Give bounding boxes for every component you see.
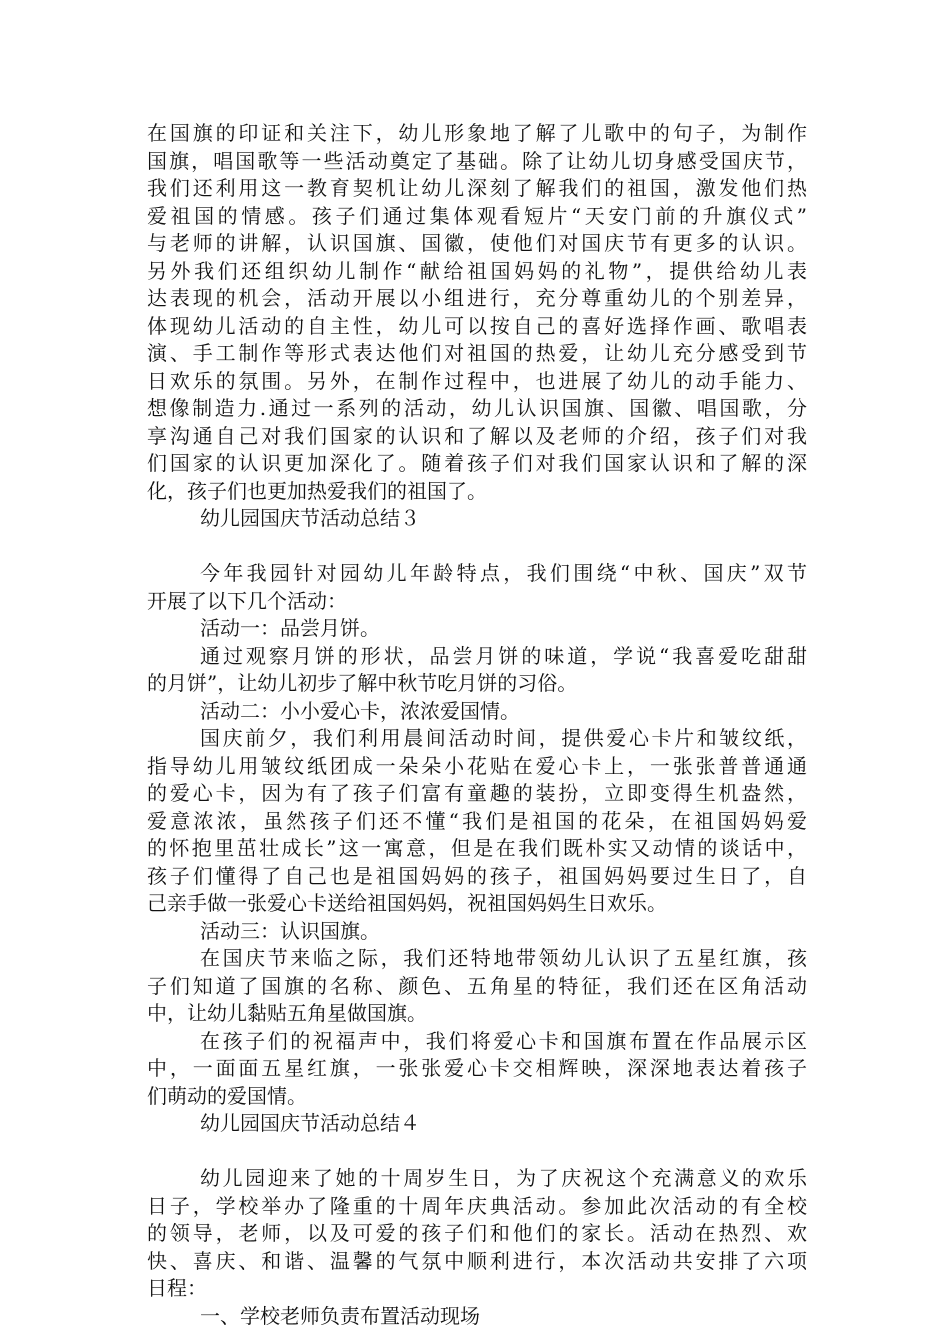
text-line: 今年我园针对园幼儿年龄特点，我们围绕“中秋、国庆”双节 <box>200 561 807 585</box>
text-line: 的怀抱里茁壮成长”这一寓意，但是在我们既朴实又动情的谈话中， <box>147 836 807 860</box>
text-line: 中，让幼儿黏贴五角星做国旗。 <box>147 1001 427 1025</box>
text-line: 我们还利用这一教育契机让幼儿深刻了解我们的祖国，激发他们热 <box>147 176 807 200</box>
text-line: 幼儿园迎来了她的十周岁生日，为了庆祝这个充满意义的欢乐 <box>200 1166 807 1190</box>
text-line: 在国庆节来临之际，我们还特地带领幼儿认识了五星红旗，孩 <box>200 946 807 970</box>
text-line: 一、学校老师负责布置活动现场 <box>200 1303 480 1328</box>
text-line: 演、手工制作等形式表达他们对祖国的热爱，让幼儿充分感受到节 <box>147 341 807 365</box>
text-line: 们国家的认识更加深化了。随着孩子们对我们国家认识和了解的深 <box>147 451 807 475</box>
text-line: 爱意浓浓，虽然孩子们还不懂“我们是祖国的花朵，在祖国妈妈爱 <box>147 808 807 833</box>
text-line: 享沟通自己对我们国家的认识和了解以及老师的介绍，孩子们对我 <box>147 423 807 448</box>
text-line: 另外我们还组织幼儿制作“献给祖国妈妈的礼物”，提供给幼儿表 <box>147 258 807 283</box>
text-line: 活动二：小小爱心卡，浓浓爱国情。 <box>200 698 520 723</box>
text-line: 通过观察月饼的形状，品尝月饼的味道，学说“我喜爱吃甜甜 <box>200 643 807 668</box>
document-page <box>147 120 807 1330</box>
text-line: 化，孩子们也更加热爱我们的祖国了。 <box>147 478 487 503</box>
text-line: 子们知道了国旗的名称、颜色、五角星的特征，我们还在区角活动 <box>147 973 807 998</box>
text-line: 活动一：品尝月饼。 <box>200 616 380 640</box>
text-line: 的领导，老师，以及可爱的孩子们和他们的家长。活动在热烈、欢 <box>147 1221 807 1245</box>
text-line: 们萌动的爱国情。 <box>147 1083 307 1108</box>
text-line: 在国旗的印证和关注下，幼儿形象地了解了儿歌中的句子，为制作 <box>147 121 807 145</box>
text-line: 快、喜庆、和谐、温馨的气氛中顺利进行，本次活动共安排了六项 <box>147 1248 807 1273</box>
text-line: 在孩子们的祝福声中，我们将爱心卡和国旗布置在作品展示区 <box>200 1028 807 1053</box>
text-line: 国旗，唱国歌等一些活动奠定了基础。除了让幼儿切身感受国庆节， <box>147 148 807 173</box>
text-line: 幼儿园国庆节活动总结４ <box>200 1111 420 1135</box>
text-line: 中，一面面五星红旗，一张张爱心卡交相辉映，深深地表达着孩子 <box>147 1056 807 1080</box>
text-line: 幼儿园国庆节活动总结３ <box>200 506 420 530</box>
text-line: 开展了以下几个活动： <box>147 588 347 613</box>
text-line: 达表现的机会，活动开展以小组进行，充分尊重幼儿的个别差异， <box>147 286 807 310</box>
text-line: 想像制造力.通过一系列的活动，幼儿认识国旗、国徽、唱国歌，分 <box>147 396 807 420</box>
blank-line <box>147 1138 807 1166</box>
text-line: 孩子们懂得了自己也是祖国妈妈的孩子，祖国妈妈要过生日了，自 <box>147 863 807 888</box>
text-line: 爱祖国的情感。孩子们通过集体观看短片“天安门前的升旗仪式” <box>147 203 807 228</box>
text-line: 的爱心卡，因为有了孩子们富有童趣的装扮，立即变得生机盎然， <box>147 781 807 805</box>
blank-line <box>147 533 807 561</box>
text-line: 指导幼儿用皱纹纸团成一朵朵小花贴在爱心卡上，一张张普普通通 <box>147 753 807 778</box>
text-line: 国庆前夕，我们利用晨间活动时间，提供爱心卡片和皱纹纸， <box>200 726 807 750</box>
text-line: 己亲手做一张爱心卡送给祖国妈妈，祝祖国妈妈生日欢乐。 <box>147 891 667 915</box>
text-line: 日程： <box>147 1276 207 1300</box>
text-line: 与老师的讲解，认识国旗、国徽，使他们对国庆节有更多的认识。 <box>147 231 807 255</box>
text-line: 体现幼儿活动的自主性，幼儿可以按自己的喜好选择作画、歌唱表 <box>147 313 807 338</box>
text-line: 日子，学校举办了隆重的十周年庆典活动。参加此次活动的有全校 <box>147 1193 807 1218</box>
text-line: 活动三：认识国旗。 <box>200 918 380 943</box>
text-line: 日欢乐的氛围。另外，在制作过程中，也进展了幼儿的动手能力、 <box>147 368 807 393</box>
text-line: 的月饼”，让幼儿初步了解中秋节吃月饼的习俗。 <box>147 671 578 695</box>
